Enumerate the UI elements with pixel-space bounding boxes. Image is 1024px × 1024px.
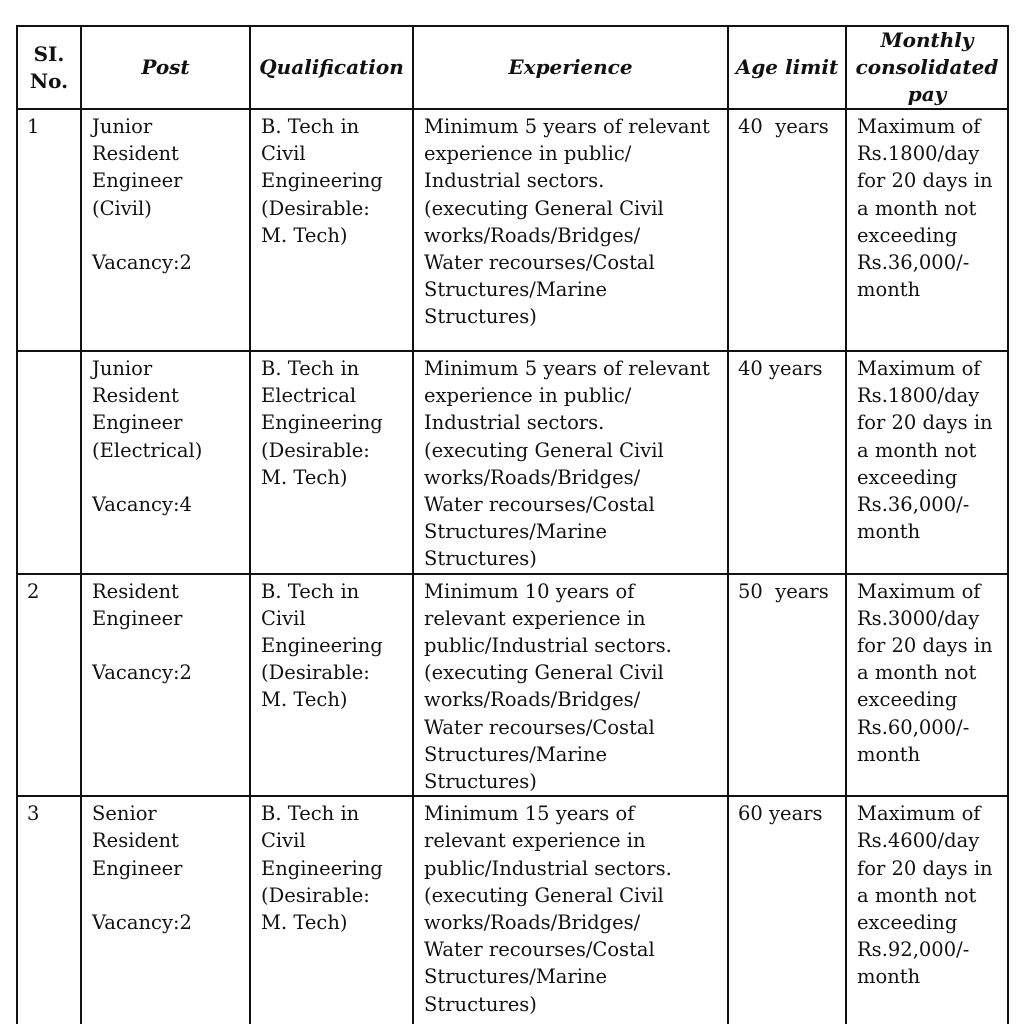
post-line: Resident [92,384,179,408]
pay-line: for 20 days in [857,634,993,658]
post-line: (Electrical) [92,438,203,462]
post-line: Engineer [92,169,183,193]
qualification-line: B. Tech in [261,579,360,603]
experience-line: Minimum 5 years of relevant [424,115,710,138]
qualification-line: M. Tech) [261,223,348,247]
experience-line: works/Roads/Bridges/ [424,223,641,247]
experience-line: Structures/Marine [424,742,608,766]
experience-line: Water recourses/Costal [424,938,655,962]
pay-line: Rs.36,000/- [857,251,970,275]
pay-line: exceeding [857,911,958,935]
monthly-pay-cell [846,574,1008,797]
header-experience: Experience [413,26,728,109]
post-line: Resident [92,829,179,853]
experience-line: Structures) [424,770,537,794]
qualification-line: Engineering [261,411,383,435]
header-age-limit: Age limit [728,26,846,109]
experience-line: Structures/Marine [424,278,608,302]
experience-line: public/Industrial sectors. [424,856,672,880]
pay-line: for 20 days in [857,411,993,435]
experience-line: relevant experience in [424,829,646,853]
experience-cell [413,351,728,574]
pay-line: Maximum of [857,579,981,603]
experience-cell [413,109,728,351]
post-line: Engineer [92,606,183,630]
spacer [92,882,245,909]
sl-no-cell [17,796,81,1024]
pay-line: Rs.36,000/- [857,493,970,517]
qualification-line: (Desirable: [261,196,370,220]
age-limit: 40 years [738,357,823,380]
pay-line: a month not [857,883,977,907]
vacancy-count: Vacancy:2 [92,661,192,685]
pay-line: Rs.92,000/- [857,938,970,962]
qualification-line: (Desirable: [261,883,370,907]
experience-line: (executing General Civil [424,883,664,907]
qualification-line: Engineering [261,634,383,658]
qualification-line: Engineering [261,169,383,193]
sl-no: 3 [27,802,40,826]
pay-line: exceeding [857,223,958,247]
spacer [92,464,245,491]
experience-line: Water recourses/Costal [424,715,655,739]
qualification-line: Electrical [261,384,357,408]
header-qualification: Qualification [250,26,413,109]
pay-line: Rs.1800/day [857,384,980,408]
qualification-line: M. Tech) [261,465,348,489]
experience-line: experience in public/ [424,384,632,408]
table-row [17,109,1008,351]
post-line: Engineer [92,411,183,435]
header-monthly-pay: Monthly consolidated pay [846,26,1008,109]
pay-line: a month not [857,196,977,220]
qualification-cell [250,574,413,797]
qualification-line: Civil [261,606,306,630]
experience-line: Industrial sectors. [424,411,605,435]
age-limit-cell [728,796,846,1024]
experience-line: relevant experience in [424,606,646,630]
age-limit: 50 years [738,579,829,603]
pay-line: month [857,278,921,302]
pay-line: Maximum of [857,802,981,826]
header-sl-no: SI. No. [17,26,81,109]
experience-line: Minimum 5 years of relevant [424,357,710,380]
sl-no-cell [17,109,81,351]
spacer [92,632,245,659]
qualification-line: B. Tech in [261,115,360,138]
sl-no: 1 [27,115,40,138]
experience-line: Water recourses/Costal [424,251,655,275]
experience-line: works/Roads/Bridges/ [424,911,641,935]
pay-line: Rs.60,000/- [857,715,970,739]
post-cell [81,109,250,351]
pay-line: exceeding [857,688,958,712]
qualification-line: B. Tech in [261,357,360,380]
qualification-line: Civil [261,142,306,166]
pay-line: month [857,520,921,544]
experience-line: Structures/Marine [424,520,608,544]
experience-line: Structures/Marine [424,965,608,989]
sl-no: 2 [27,579,40,603]
header-row [17,26,1008,109]
qualification-cell [250,796,413,1024]
qualification-line: M. Tech) [261,911,348,935]
vacancy-count: Vacancy:4 [92,493,192,516]
post-line: Junior [92,115,153,138]
pay-line: Rs.3000/day [857,606,980,630]
experience-line: (executing General Civil [424,661,664,685]
experience-line: works/Roads/Bridges/ [424,688,641,712]
post-line: (Civil) [92,196,152,220]
qualification-line: (Desirable: [261,438,370,462]
qualification-line: M. Tech) [261,688,348,712]
experience-line: works/Roads/Bridges/ [424,465,641,489]
table-row [17,351,1008,574]
age-limit-cell [728,109,846,351]
experience-line: (executing General Civil [424,196,664,220]
experience-line: public/Industrial sectors. [424,634,672,658]
pay-line: a month not [857,661,977,685]
experience-line: Water recourses/Costal [424,493,655,517]
pay-line: a month not [857,438,977,462]
pay-line: for 20 days in [857,856,993,880]
qualification-cell [250,351,413,574]
table-row [17,574,1008,797]
pay-line: for 20 days in [857,169,993,193]
spacer [92,222,245,249]
age-limit-cell [728,351,846,574]
post-line: Resident [92,579,179,603]
vacancy-count: Vacancy:2 [92,911,192,935]
experience-cell [413,574,728,797]
experience-cell [413,796,728,1024]
qualification-line: B. Tech in [261,802,360,826]
experience-line: Minimum 15 years of [424,802,635,826]
pay-line: month [857,742,921,766]
table-body [17,109,1008,1024]
age-limit: 60 years [738,802,823,826]
pay-line: Maximum of [857,115,981,138]
experience-line: (executing General Civil [424,438,664,462]
experience-line: Industrial sectors. [424,169,605,193]
qualification-line: Civil [261,829,306,853]
post-cell [81,351,250,574]
monthly-pay-cell [846,109,1008,351]
experience-line: Structures) [424,547,537,571]
experience-line: experience in public/ [424,142,632,166]
experience-line: Minimum 10 years of [424,579,635,603]
table-row [17,796,1008,1024]
qualification-line: (Desirable: [261,661,370,685]
header-post: Post [81,26,250,109]
post-line: Engineer [92,856,183,880]
qualification-line: Engineering [261,856,383,880]
post-line: Resident [92,142,179,166]
pay-line: Rs.1800/day [857,142,980,166]
monthly-pay-cell [846,351,1008,574]
post-cell [81,796,250,1024]
experience-line: Structures) [424,305,537,329]
pay-line: Maximum of [857,357,981,380]
qualification-cell [250,109,413,351]
sl-no-cell [17,574,81,797]
pay-line: exceeding [857,465,958,489]
experience-line: Structures) [424,992,537,1016]
sl-no-cell [17,351,81,574]
age-limit: 40 years [738,115,829,138]
monthly-pay-cell [846,796,1008,1024]
pay-line: month [857,965,921,989]
post-cell [81,574,250,797]
post-line: Senior [92,802,157,826]
vacancy-count: Vacancy:2 [92,251,192,274]
vacancy-table [16,25,1009,1024]
post-line: Junior [92,357,153,380]
pay-line: Rs.4600/day [857,829,980,853]
age-limit-cell [728,574,846,797]
